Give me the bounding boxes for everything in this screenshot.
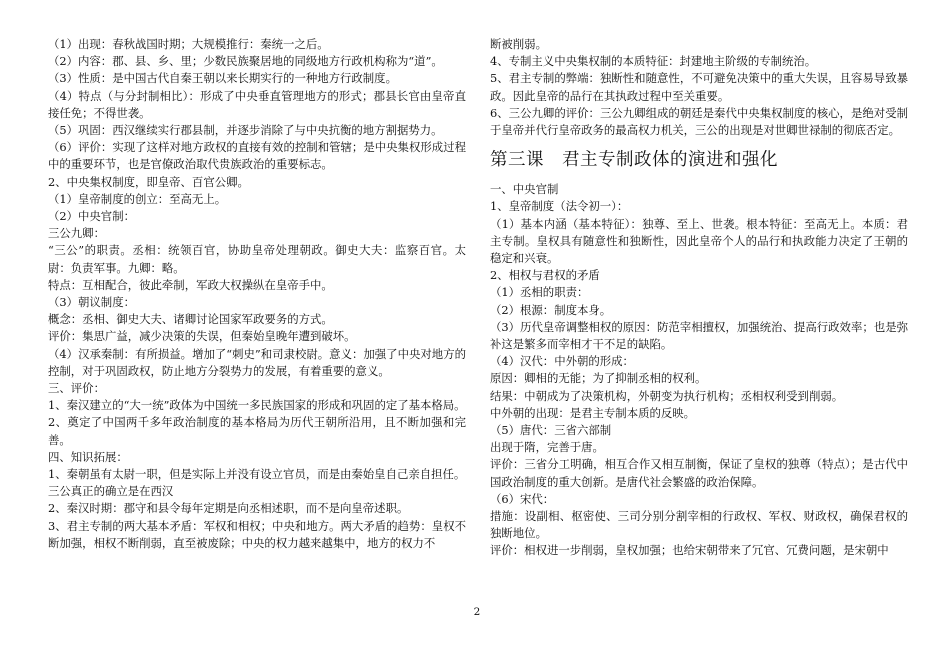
text-line: 措施：设副相、枢密使、三司分别分割宰相的行政权、军权、财政权，确保君权的独断地位。 <box>490 509 908 541</box>
text-line: 出现于隋，完善于唐。 <box>490 440 604 455</box>
text-line: 2、中央集权制度，即皇帝、百官公卿。 <box>48 174 249 189</box>
text-line: （1）基本内涵（基本特征）：独尊、至上、世袭。根本特征：至高无上。本质：君主专制。皇权具有随意性和独断性，因此皇帝个人的品行和执政能力决定了王朝的稳定和兴衰。 <box>490 216 908 266</box>
text-line: 中外朝的出现：是君主专制本质的反映。 <box>490 405 696 420</box>
page-number: 2 <box>473 606 481 618</box>
text-line: 三、评价： <box>48 381 105 396</box>
text-line: 评价：相权进一步削弱，皇权加强；也给宋朝带来了冗官、冗费问题，是宋朝中 <box>490 543 889 558</box>
text-line: （5）唐代：三省六部制 <box>490 423 612 438</box>
text-line: 2、秦汉时期：郡守和县令每年定期是向丞相述职，而不是向皇帝述职。 <box>48 501 409 516</box>
text-line: （4）特点（与分封制相比）：形成了中央垂直管理地方的形式；郡县长官由皇帝直接任免；不得世袭。 <box>48 88 466 120</box>
text-line: 三公九卿： <box>48 226 105 241</box>
text-line: （3）朝议制度： <box>48 295 135 310</box>
text-line: （6）评价：实现了这样对地方政权的直接有效的控制和管辖；是中央集权形成过程中的重要环节，也是官僚政治取代贵族政治的重要标志。 <box>48 140 466 172</box>
text-line: （6）宋代： <box>490 491 555 506</box>
text-line: 5、君主专制的弊端：独断性和随意性，不可避免决策中的重大失误，且容易导致暴政。因此皇帝的品行在其执政过程中至关重要。 <box>490 71 908 103</box>
text-line: （5）巩固：西汉继续实行郡县制，并逐步消除了与中央抗衡的地方割据势力。 <box>48 123 443 138</box>
text-line: （2）内容：郡、县、乡、里；少数民族聚居地的同级地方行政机构称为“道”。 <box>48 54 443 69</box>
text-line: 结果：中朝成为了决策机构，外朝变为执行机构；丞相权利受到削弱。 <box>490 388 844 403</box>
text-line: 四、知识拓展： <box>48 449 128 464</box>
text-line: （2）中央官制： <box>48 209 135 224</box>
text-line: 三公真正的确立是在西汉 <box>48 484 174 499</box>
text-line: 4、专制主义中央集权制的本质特征：封建地主阶级的专制统治。 <box>490 54 817 69</box>
left-column <box>48 36 466 552</box>
text-line: 评价：集思广益，减少决策的失误，但秦始皇晚年遭到破坏。 <box>48 329 356 344</box>
text-line: （2）根源：制度本身。 <box>490 302 612 317</box>
right-column <box>490 36 908 560</box>
text-line: 2、奠定了中国两千多年政治制度的基本格局为历代王朝所沿用，且不断加强和完善。 <box>48 415 466 447</box>
text-line: （1）皇帝制度的创立：至高无上。 <box>48 191 227 206</box>
text-line: 概念：丞相、御史大夫、诸卿讨论国家军政要务的方式。 <box>48 312 333 327</box>
text-line: 断被削弱。 <box>490 37 547 51</box>
text-line: 原因：卿相的无能；为了抑制丞相的权利。 <box>490 371 707 386</box>
text-line: （4）汉承秦制：有所损益。增加了“刺史”和司隶校尉。意义：加强了中央对地方的控制，对于巩固政权，防止地方分裂势力的发展，有着重要的意义。 <box>48 346 466 378</box>
text-line: 3、君主专制的两大基本矛盾：军权和相权；中央和地方。两大矛盾的趋势：皇权不断加强，相权不断削弱，直至被废除；中央的权力越来越集中，地方的权力不 <box>48 518 466 550</box>
text-line: 评价：三省分工明确，相互合作又相互制衡，保证了皇权的独尊（特点）；是古代中国政治制度的重大创新。是唐代社会繁盛的政治保障。 <box>490 457 908 489</box>
lesson-title: 第三课 君主专制政体的演进和强化 <box>490 150 778 171</box>
text-line: （3）性质：是中国古代自秦王朝以来长期实行的一种地方行政制度。 <box>48 71 397 86</box>
text-line: 1、秦汉建立的“大一统”政体为中国统一多民族国家的形成和巩固的定了基本格局。 <box>48 398 466 413</box>
text-line: （1）丞相的职责： <box>490 285 589 300</box>
text-line: （4）汉代：中外朝的形成： <box>490 354 634 369</box>
text-line: 6、三公九卿的评价：三公九卿组成的朝廷是秦代中央集权制度的核心，是绝对受制于皇帝并代行皇帝政务的最高权力机关，三公的出现是对世卿世禄制的彻底否定。 <box>490 105 908 138</box>
text-line: （3）历代皇帝调整相权的原因：防范宰相擅权，加强统治、提高行政效率；也是弥补这是繁多而宰相才干不足的缺陷。 <box>490 319 908 352</box>
text-line: 1、秦朝虽有太尉一职，但是实际上并没有设立官员，而是由秦始皇自己亲自担任。 <box>48 467 466 482</box>
text-line: 特点：互相配合，彼此牵制，军政大权操纵在皇帝手中。 <box>48 277 333 292</box>
text-line: 2、相权与君权的矛盾 <box>490 268 600 283</box>
text-line: 一、中央官制 <box>490 182 559 197</box>
text-line: 1、皇帝制度（法令初一）： <box>490 199 629 214</box>
text-line: （1）出现：春秋战国时期；大规模推行：秦统一之后。 <box>48 37 329 51</box>
text-line: “三公”的职责。丞相：统领百官，协助皇帝处理朝政。御史大夫：监察百官。太尉：负责军事。九卿：略。 <box>48 243 466 275</box>
